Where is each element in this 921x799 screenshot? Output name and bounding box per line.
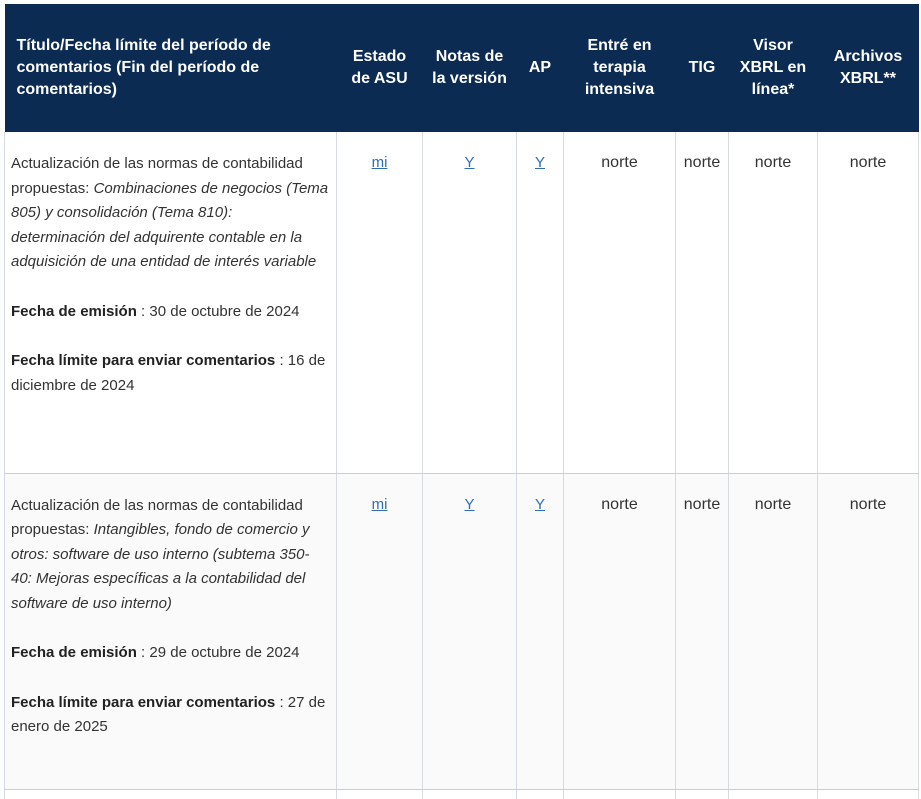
empty-cell <box>676 789 729 799</box>
comment-deadline <box>11 691 330 740</box>
empty-cell <box>423 789 517 799</box>
ap-cell <box>517 473 564 789</box>
header-release-notes: Notas de la versión <box>423 4 517 132</box>
comment-deadline <box>11 349 330 398</box>
xbrl-viewer-value: norte <box>754 154 792 171</box>
icu-cell <box>564 132 676 473</box>
xbrl-viewer-cell <box>729 473 818 789</box>
issue-date-label: Fecha de emisión <box>11 644 137 661</box>
release-notes-link[interactable]: Y <box>464 154 475 171</box>
header-xbrl-viewer: Visor XBRL en línea* <box>729 4 818 132</box>
xbrl-files-cell <box>818 473 919 789</box>
xbrl-viewer-value: norte <box>754 495 792 513</box>
release-notes-cell <box>423 473 517 789</box>
icu-value: norte <box>601 154 638 171</box>
tig-cell <box>676 473 729 789</box>
proposal-topic: Intangibles, fondo de comercio y otros: software de uso interno (subtema 350-40: Mejoras específicas a la contabilidad del software de uso interno) <box>11 521 310 612</box>
asu-status-link[interactable]: mi <box>371 495 388 513</box>
xbrl-files-cell <box>818 132 919 473</box>
comment-deadline-value: : 16 de diciembre de 2024 <box>11 352 326 394</box>
header-tig: TIG <box>676 4 729 132</box>
proposal-prefix: Actualización de las normas de contabilidad propuestas: <box>11 155 303 197</box>
icu-value: norte <box>601 495 638 513</box>
empty-cell <box>5 789 337 799</box>
tig-cell <box>676 132 729 473</box>
release-notes-cell <box>423 132 517 473</box>
empty-cell <box>564 789 676 799</box>
table-row <box>5 132 919 473</box>
ap-cell <box>517 132 564 473</box>
proposal-topic: Combinaciones de negocios (Tema 805) y consolidación (Tema 810): determinación del adquirente contable en la adquisición de una entidad de interés variable <box>11 179 329 270</box>
empty-cell <box>818 789 919 799</box>
comment-deadline-label: Fecha límite para enviar comentarios <box>11 693 276 711</box>
comment-deadline-label: Fecha límite para enviar comentarios <box>11 352 276 369</box>
row-description-cell <box>5 473 337 789</box>
empty-cell <box>337 789 423 799</box>
proposal-title <box>11 152 330 275</box>
header-ap: AP <box>517 4 564 132</box>
ap-link[interactable]: Y <box>534 154 545 171</box>
empty-cell <box>517 789 564 799</box>
tig-value: norte <box>683 495 721 513</box>
icu-cell <box>564 473 676 789</box>
issue-date <box>11 300 330 325</box>
tig-value: norte <box>683 154 721 171</box>
issue-date <box>11 641 330 666</box>
header-asu-status: Estado de ASU <box>337 4 423 132</box>
issue-date-value: : 30 de octubre de 2024 <box>136 302 300 320</box>
asu-status-cell <box>337 473 423 789</box>
table-row <box>5 473 919 789</box>
header-icu: Entré en terapia intensiva <box>564 4 676 132</box>
empty-cell <box>729 789 818 799</box>
proposal-prefix: Actualización de las normas de contabilidad propuestas: <box>11 496 303 538</box>
release-notes-link[interactable]: Y <box>464 495 475 513</box>
table-row-partial <box>5 789 919 799</box>
xbrl-files-value: norte <box>849 495 887 513</box>
xbrl-files-value: norte <box>849 154 887 171</box>
asu-status-cell <box>337 132 423 473</box>
header-title-deadline: Título/Fecha límite del período de comentarios (Fin del período de comentarios) <box>5 4 337 132</box>
comment-deadlines-table <box>4 4 919 799</box>
issue-date-label: Fecha de emisión <box>11 302 137 320</box>
ap-link[interactable]: Y <box>534 495 545 513</box>
proposal-title <box>11 494 330 617</box>
comment-deadline-value: : 27 de enero de 2025 <box>11 693 326 735</box>
table-header-row <box>5 4 919 132</box>
issue-date-value: : 29 de octubre de 2024 <box>136 644 300 661</box>
row-description-cell <box>5 132 337 473</box>
header-xbrl-files: Archivos XBRL** <box>818 4 919 132</box>
xbrl-viewer-cell <box>729 132 818 473</box>
asu-status-link[interactable]: mi <box>371 154 388 171</box>
